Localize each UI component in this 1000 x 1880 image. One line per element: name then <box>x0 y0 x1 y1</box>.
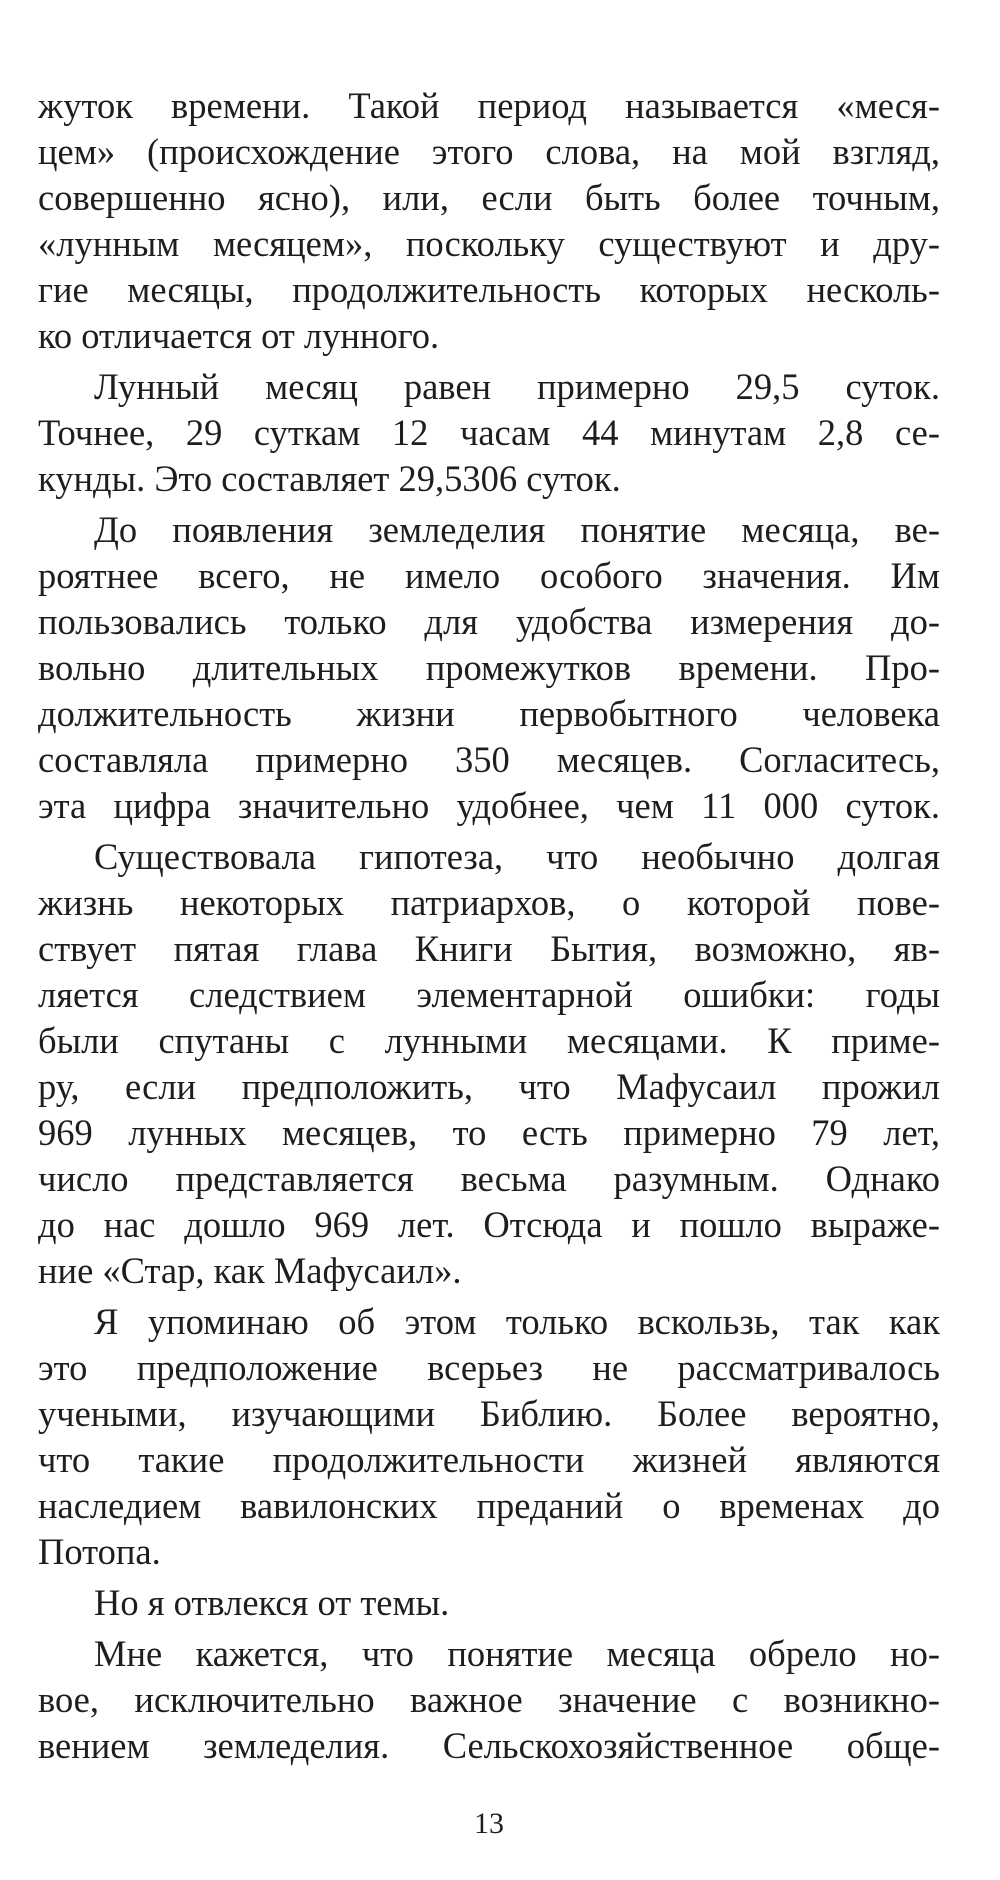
text-line: ние «Стар, как Мафусаил». <box>38 1250 462 1291</box>
book-page <box>38 82 940 1842</box>
text-line: ко отличается от лунного. <box>38 315 440 356</box>
text-line: гие месяцы, продолжительность которых несколь- <box>38 269 940 310</box>
page-number: 13 <box>474 1807 504 1840</box>
text-line: Я упоминаю об этом только вскользь, так как <box>94 1301 940 1342</box>
text-line: 969 лунных месяцев, то есть примерно 79 лет, <box>38 1112 940 1153</box>
text-line: число представляется весьма разумным. Однако <box>38 1158 940 1199</box>
text-line: вением земледелия. Сельскохозяйственное обще- <box>38 1725 940 1766</box>
text-line: Точнее, 29 суткам 12 часам 44 минутам 2,8 се- <box>38 412 940 453</box>
text-line: «лунным месяцем», поскольку существуют и дру- <box>38 223 940 264</box>
text-line: До появления земледелия понятие месяца, ве- <box>94 509 940 550</box>
text-line: роятнее всего, не имело особого значения. Им <box>38 555 940 596</box>
text-line: составляла примерно 350 месяцев. Согласитесь, <box>38 739 940 780</box>
text-line: Но я отвлекся от темы. <box>94 1582 450 1623</box>
text-line: наследием вавилонских преданий о временах до <box>38 1485 940 1526</box>
text-line: совершенно ясно), или, если быть более точным, <box>38 177 940 218</box>
text-line: ствует пятая глава Книги Бытия, возможно, яв- <box>38 928 940 969</box>
text-line: жуток времени. Такой период называется «меся- <box>38 85 940 126</box>
text-line: ру, если предположить, что Мафусаил прожил <box>38 1066 940 1107</box>
text-line: цем» (происхождение этого слова, на мой взгляд, <box>38 131 940 172</box>
text-line: Мне кажется, что понятие месяца обрело но- <box>94 1633 940 1674</box>
text-line: Лунный месяц равен примерно 29,5 суток. <box>94 366 940 407</box>
text-line: эта цифра значительно удобнее, чем 11 000 суток. <box>38 785 940 826</box>
text-line: жизнь некоторых патриархов, о которой пове- <box>38 882 940 923</box>
text-line: Существовала гипотеза, что необычно долгая <box>94 836 940 877</box>
text-line: учеными, изучающими Библию. Более вероятно, <box>38 1393 940 1434</box>
text-line: до нас дошло 969 лет. Отсюда и пошло выраже- <box>38 1204 940 1245</box>
text-line: это предположение всерьез не рассматривалось <box>38 1347 940 1388</box>
text-line: Потопа. <box>38 1531 161 1572</box>
text-line: вольно длительных промежутков времени. Про- <box>38 647 940 688</box>
text-line: вое, исключительно важное значение с возникно- <box>38 1679 940 1720</box>
text-line: пользовались только для удобства измерения до- <box>38 601 940 642</box>
text-line: должительность жизни первобытного человека <box>38 693 940 734</box>
text-line: что такие продолжительности жизней являются <box>38 1439 940 1480</box>
text-line: кунды. Это составляет 29,5306 суток. <box>38 458 621 499</box>
text-line: были спутаны с лунными месяцами. К приме- <box>38 1020 940 1061</box>
text-line: ляется следствием элементарной ошибки: годы <box>38 974 940 1015</box>
